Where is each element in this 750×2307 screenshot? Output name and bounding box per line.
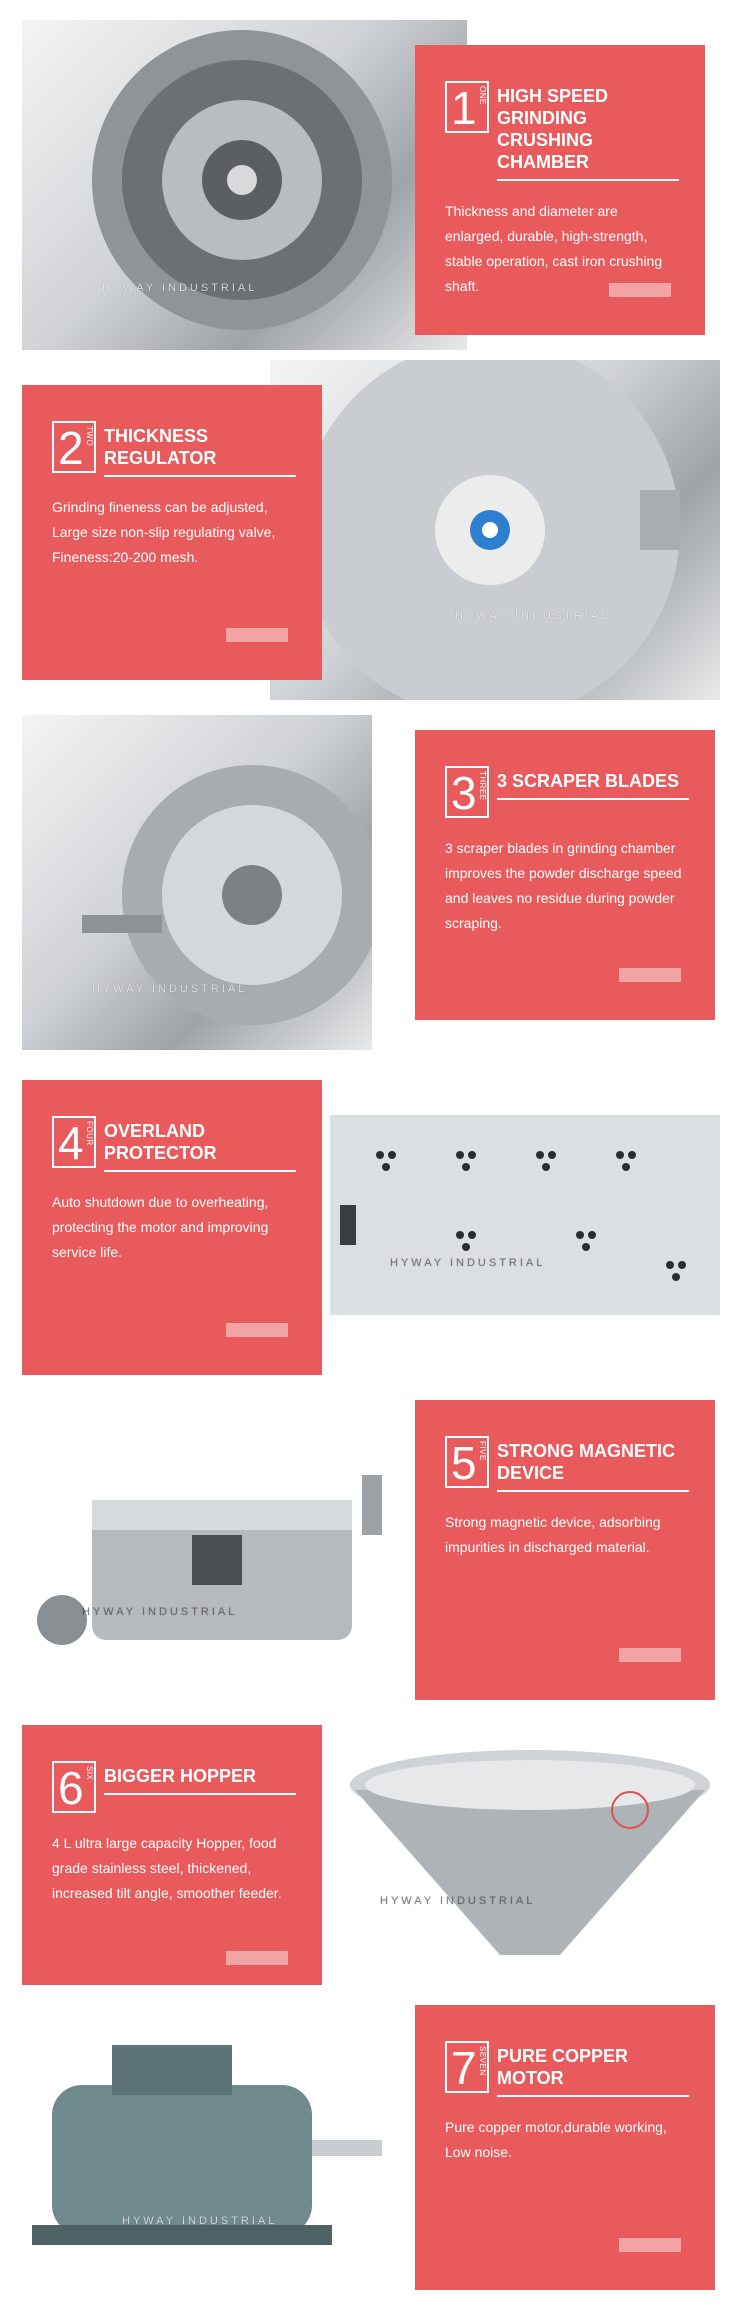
feature-number-box bbox=[445, 2041, 489, 2093]
more-button[interactable] bbox=[619, 2238, 681, 2252]
feature-number-word: SEVEN bbox=[478, 2046, 487, 2076]
scraper-blades-image bbox=[22, 715, 372, 1050]
feature-description: Grinding fineness can be adjusted, Large size non-slip regulating valve, Fineness:20-200 mesh. bbox=[52, 499, 276, 565]
watermark-text: HYWAY INDUSTRIAL bbox=[455, 610, 611, 622]
protector-panel-image bbox=[330, 1115, 720, 1315]
feature-title: HIGH SPEED GRINDING CRUSHING CHAMBER bbox=[497, 81, 679, 181]
feature-section-7 bbox=[0, 2005, 750, 2295]
feature-description: Thickness and diameter are enlarged, durable, high-strength, stable operation, cast iron crushing shaft. bbox=[445, 203, 663, 294]
feature-number: 6 bbox=[58, 1762, 84, 1814]
feature-description: Auto shutdown due to overheating, protecting the motor and improving service life. bbox=[52, 1194, 269, 1260]
feature-panel-6 bbox=[22, 1725, 322, 1985]
grinding-disc-image bbox=[22, 20, 467, 350]
feature-panel-5 bbox=[415, 1400, 715, 1700]
more-button[interactable] bbox=[226, 628, 288, 642]
feature-panel-7 bbox=[415, 2005, 715, 2290]
feature-number-box bbox=[52, 421, 96, 473]
feature-section-3 bbox=[0, 710, 750, 1050]
feature-description: Pure copper motor,durable working, Low noise. bbox=[445, 2119, 667, 2160]
feature-panel-2 bbox=[22, 385, 322, 680]
feature-description: 3 scraper blades in grinding chamber improves the powder discharge speed and leaves no residue during powder scraping. bbox=[445, 840, 682, 931]
feature-title: THICKNESS REGULATOR bbox=[104, 421, 296, 477]
feature-section-6 bbox=[0, 1725, 750, 1985]
more-button[interactable] bbox=[619, 1648, 681, 1662]
watermark-text: HYWAY INDUSTRIAL bbox=[390, 1257, 546, 1269]
feature-description: Strong magnetic device, adsorbing impurities in discharged material. bbox=[445, 1514, 661, 1555]
feature-title: PURE COPPER MOTOR bbox=[497, 2041, 689, 2097]
feature-number: 7 bbox=[451, 2042, 477, 2094]
feature-number-word: FOUR bbox=[85, 1121, 94, 1146]
feature-section-5 bbox=[0, 1400, 750, 1720]
magnetic-device-image bbox=[22, 1440, 412, 1670]
feature-number: 5 bbox=[451, 1437, 477, 1489]
feature-number-box bbox=[445, 1436, 489, 1488]
feature-number-word: ONE bbox=[478, 86, 487, 105]
more-button[interactable] bbox=[619, 968, 681, 982]
feature-number: 4 bbox=[58, 1117, 84, 1169]
feature-number-box bbox=[445, 766, 489, 818]
regulator-dial-image bbox=[270, 360, 720, 700]
feature-number-box bbox=[445, 81, 489, 133]
more-button[interactable] bbox=[226, 1323, 288, 1337]
watermark-text: HYWAY INDUSTRIAL bbox=[82, 1606, 238, 1618]
feature-number-box bbox=[52, 1761, 96, 1813]
feature-panel-3 bbox=[415, 730, 715, 1020]
copper-motor-image bbox=[22, 2025, 392, 2275]
watermark-text: HYWAY INDUSTRIAL bbox=[122, 2215, 278, 2227]
feature-number-word: SIX bbox=[85, 1766, 94, 1781]
feature-section-4 bbox=[0, 1060, 750, 1390]
feature-title: 3 SCRAPER BLADES bbox=[497, 766, 689, 800]
feature-panel-1 bbox=[415, 45, 705, 335]
more-button[interactable] bbox=[226, 1951, 288, 1965]
feature-number-word: TWO bbox=[85, 426, 94, 447]
feature-number-word: THREE bbox=[478, 771, 487, 801]
feature-number: 3 bbox=[451, 767, 477, 819]
watermark-text: HYWAY INDUSTRIAL bbox=[92, 983, 248, 995]
feature-number-box bbox=[52, 1116, 96, 1168]
feature-description: 4 L ultra large capacity Hopper, food grade stainless steel, thickened, increased tilt angle, smoother feeder. bbox=[52, 1835, 282, 1901]
more-button[interactable] bbox=[609, 283, 671, 297]
feature-number: 1 bbox=[451, 82, 477, 134]
feature-section-1 bbox=[0, 20, 750, 350]
feature-section-2 bbox=[0, 360, 750, 700]
watermark-text: HYWAY INDUSTRIAL bbox=[102, 282, 258, 294]
feature-number: 2 bbox=[58, 422, 84, 474]
feature-title: OVERLAND PROTECTOR bbox=[104, 1116, 296, 1172]
feature-number-word: FIVE bbox=[478, 1441, 487, 1461]
feature-panel-4 bbox=[22, 1080, 322, 1375]
feature-title: BIGGER HOPPER bbox=[104, 1761, 296, 1795]
hopper-image bbox=[330, 1735, 730, 1975]
watermark-text: HYWAY INDUSTRIAL bbox=[380, 1895, 536, 1907]
feature-title: STRONG MAGNETIC DEVICE bbox=[497, 1436, 689, 1492]
